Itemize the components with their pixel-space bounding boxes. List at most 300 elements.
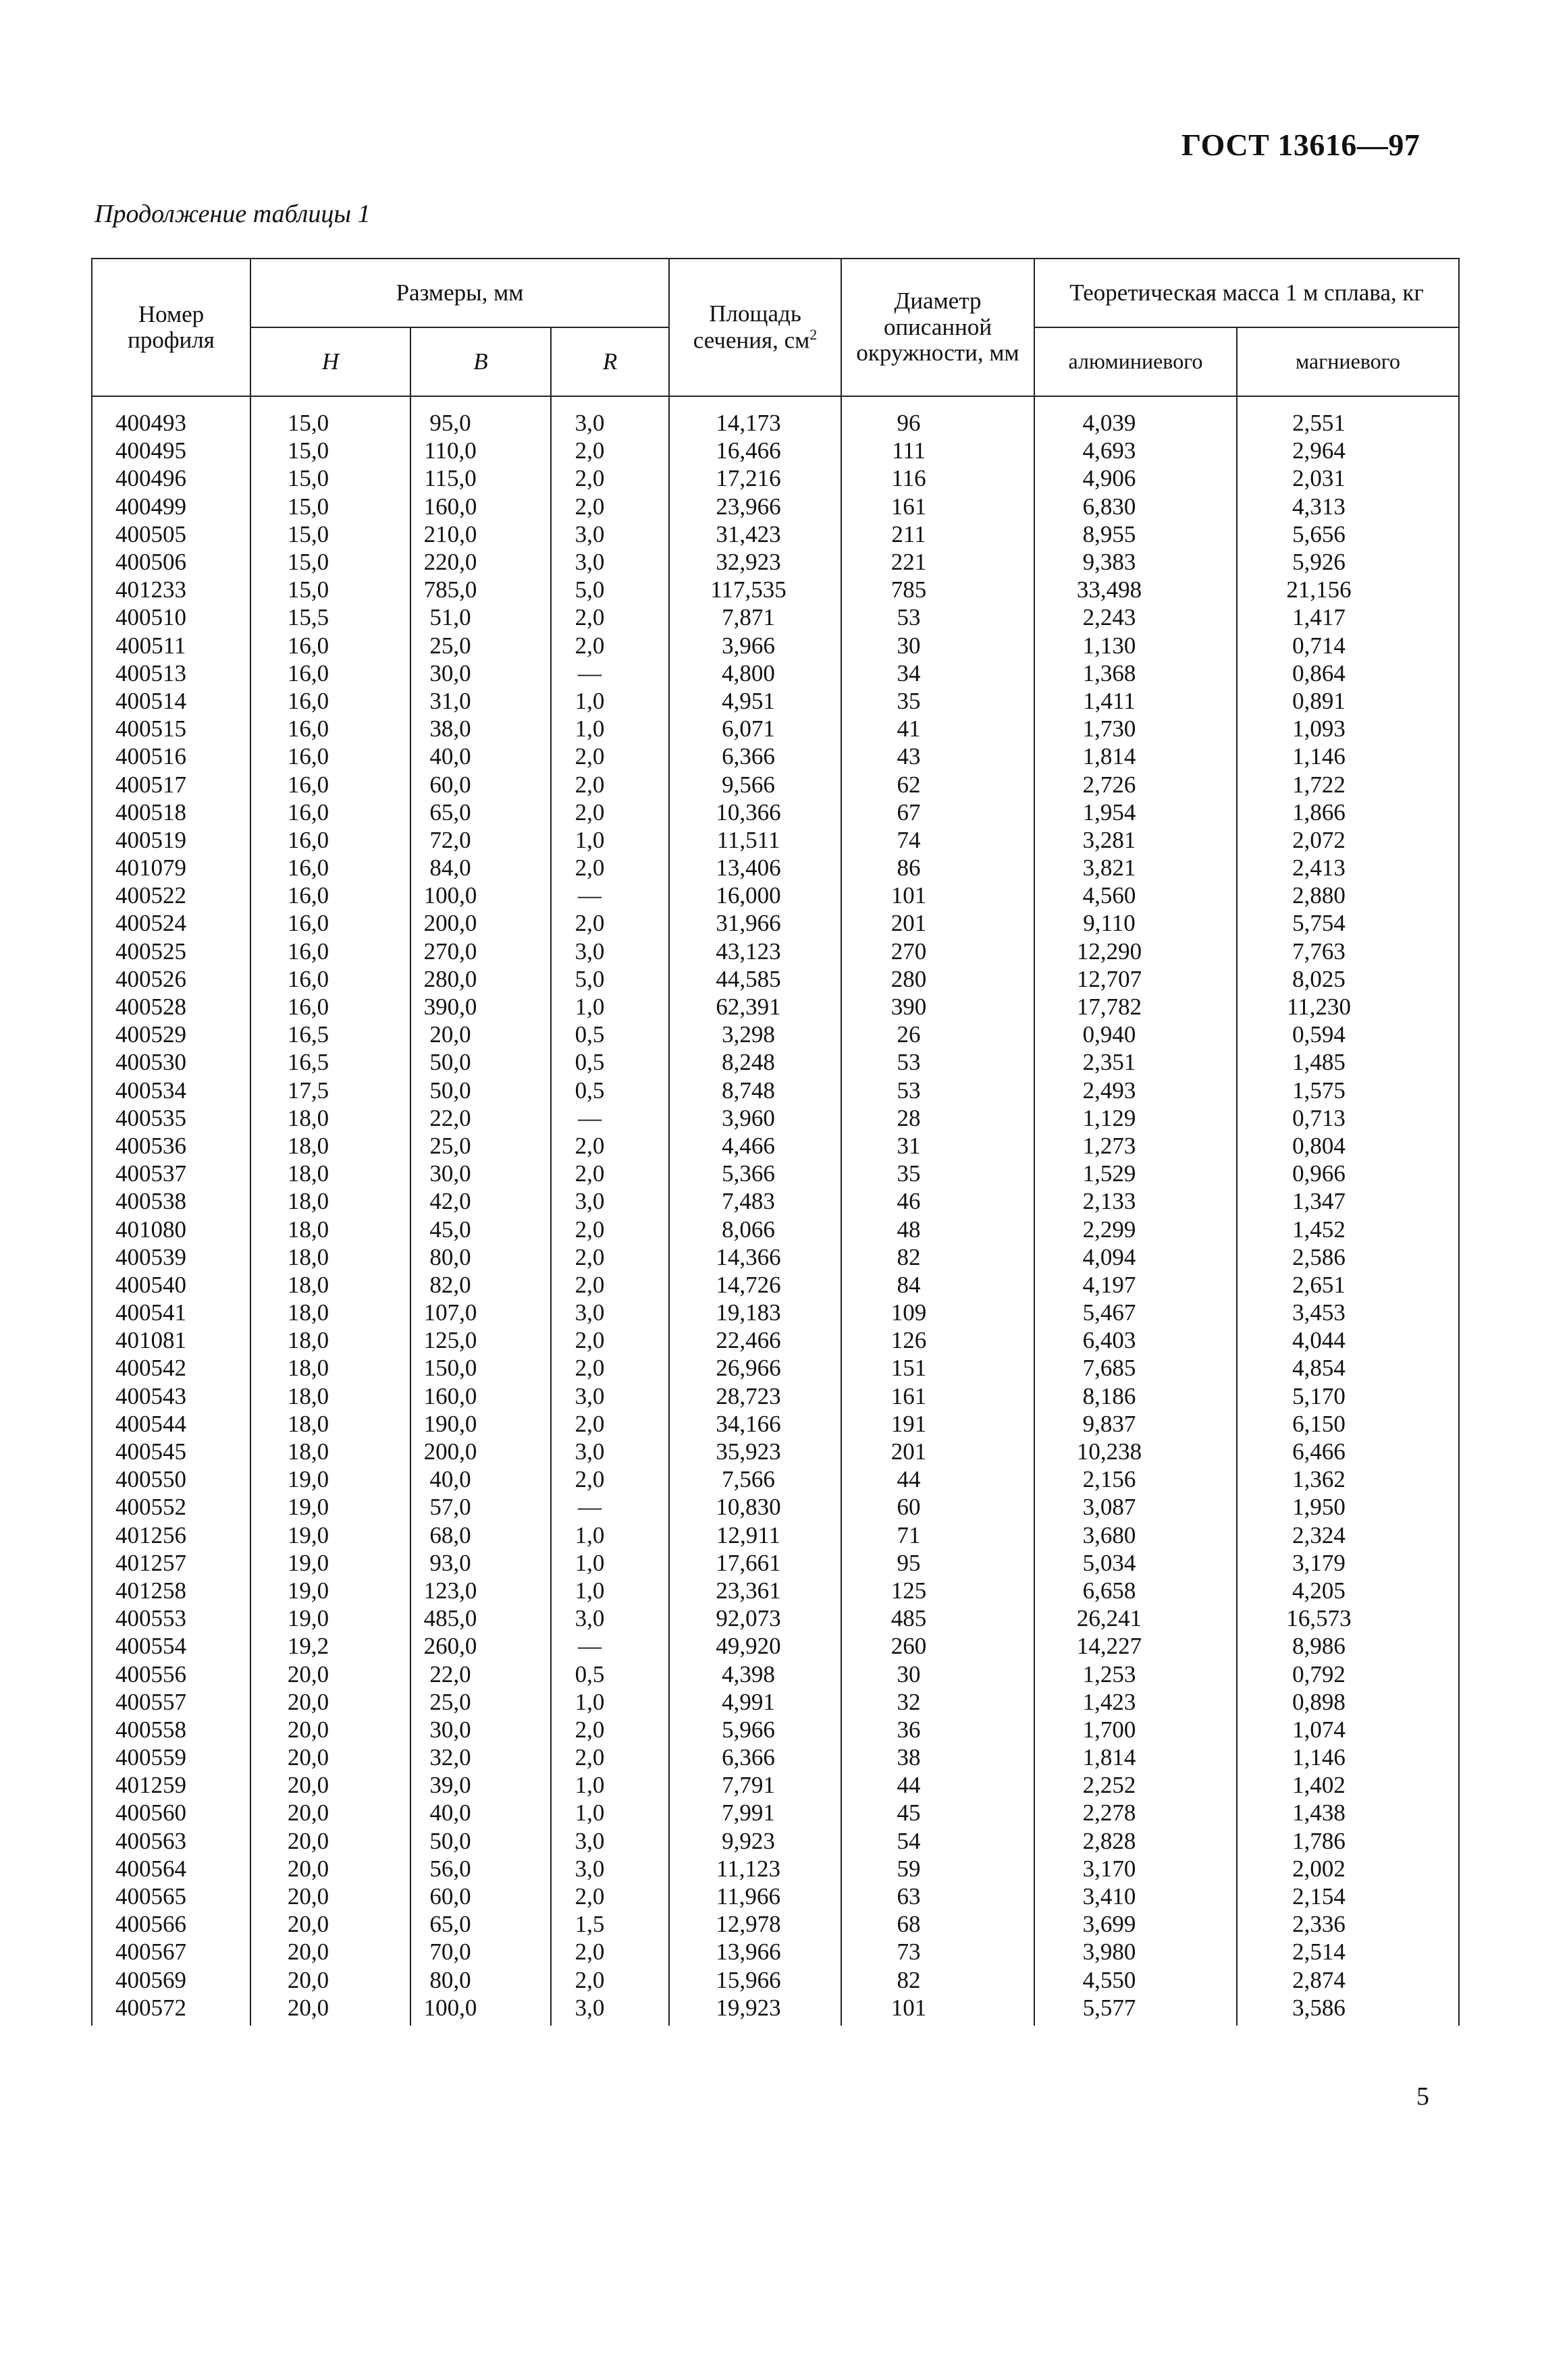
- cell-r: 2,0: [551, 1883, 669, 1910]
- cell-mass-magnesium: 2,651: [1237, 1271, 1459, 1299]
- cell-b: 390,0: [410, 993, 551, 1021]
- cell-diameter: 82: [841, 1243, 1034, 1271]
- cell-r: 3,0: [551, 1855, 669, 1883]
- cell-mass-magnesium: 7,763: [1237, 938, 1459, 965]
- cell-b: 80,0: [410, 1966, 551, 1994]
- cell-mass-aluminum: 1,954: [1034, 799, 1237, 826]
- cell-mass-magnesium: 2,154: [1237, 1883, 1459, 1910]
- cell-mass-magnesium: 8,986: [1237, 1632, 1459, 1660]
- cell-h: 16,0: [250, 799, 410, 826]
- cell-diameter: 390: [841, 993, 1034, 1021]
- cell-diameter: 109: [841, 1299, 1034, 1326]
- cell-diameter: 221: [841, 548, 1034, 576]
- cell-r: 1,0: [551, 993, 669, 1021]
- cell-diameter: 68: [841, 1910, 1034, 1938]
- table-row: [92, 1326, 1459, 1354]
- cell-mass-aluminum: 3,980: [1034, 1938, 1237, 1966]
- cell-profile-number: 400560: [92, 1799, 250, 1827]
- cell-profile-number: 400565: [92, 1883, 250, 1910]
- cell-b: 50,0: [410, 1077, 551, 1104]
- cell-profile-number: 400540: [92, 1271, 250, 1299]
- cell-b: 22,0: [410, 1104, 551, 1132]
- cell-area: 31,423: [669, 520, 841, 548]
- cell-b: 82,0: [410, 1271, 551, 1299]
- table-row: [92, 1549, 1459, 1577]
- cell-mass-aluminum: 1,411: [1034, 687, 1237, 715]
- cell-r: 2,0: [551, 1243, 669, 1271]
- cell-mass-aluminum: 9,110: [1034, 909, 1237, 937]
- cell-h: 20,0: [250, 1827, 410, 1855]
- table-row: [92, 1743, 1459, 1771]
- table-row: [92, 437, 1459, 464]
- cell-diameter: 53: [841, 1077, 1034, 1104]
- cell-b: 60,0: [410, 770, 551, 798]
- cell-mass-magnesium: 2,413: [1237, 854, 1459, 882]
- cell-h: 20,0: [250, 1910, 410, 1938]
- cell-mass-magnesium: 3,453: [1237, 1299, 1459, 1326]
- cell-mass-magnesium: 1,452: [1237, 1215, 1459, 1243]
- table-row: [92, 1243, 1459, 1271]
- cell-diameter: 35: [841, 687, 1034, 715]
- cell-mass-magnesium: 5,656: [1237, 520, 1459, 548]
- table-row: [92, 1855, 1459, 1883]
- cell-diameter: 96: [841, 396, 1034, 437]
- cell-mass-magnesium: 5,926: [1237, 548, 1459, 576]
- cell-profile-number: 400493: [92, 396, 250, 437]
- cell-area: 10,366: [669, 799, 841, 826]
- cell-h: 20,0: [250, 1883, 410, 1910]
- cell-r: 1,0: [551, 1577, 669, 1604]
- table-row: [92, 632, 1459, 659]
- cell-h: 16,0: [250, 659, 410, 687]
- cell-profile-number: 400566: [92, 1910, 250, 1938]
- header-area-text: Площадь сечения, см: [693, 300, 810, 354]
- cell-mass-aluminum: 2,493: [1034, 1077, 1237, 1104]
- cell-b: 160,0: [410, 493, 551, 520]
- cell-mass-aluminum: 2,252: [1034, 1771, 1237, 1799]
- cell-mass-aluminum: 1,814: [1034, 1743, 1237, 1771]
- cell-r: 2,0: [551, 1410, 669, 1438]
- cell-profile-number: 400554: [92, 1632, 250, 1660]
- table-header: [92, 259, 1459, 396]
- cell-diameter: 191: [841, 1410, 1034, 1438]
- table-row: [92, 1493, 1459, 1521]
- cell-area: 62,391: [669, 993, 841, 1021]
- cell-profile-number: 400559: [92, 1743, 250, 1771]
- cell-b: 220,0: [410, 548, 551, 576]
- cell-area: 26,966: [669, 1354, 841, 1382]
- table-row: [92, 1299, 1459, 1326]
- cell-diameter: 71: [841, 1521, 1034, 1549]
- cell-h: 19,0: [250, 1521, 410, 1549]
- cell-diameter: 35: [841, 1160, 1034, 1187]
- cell-mass-magnesium: 2,002: [1237, 1855, 1459, 1883]
- cell-r: —: [551, 659, 669, 687]
- cell-profile-number: 401256: [92, 1521, 250, 1549]
- cell-profile-number: 400553: [92, 1604, 250, 1632]
- cell-h: 16,0: [250, 854, 410, 882]
- cell-r: 3,0: [551, 1604, 669, 1632]
- cell-h: 16,0: [250, 938, 410, 965]
- cell-mass-magnesium: 0,891: [1237, 687, 1459, 715]
- cell-mass-magnesium: 5,754: [1237, 909, 1459, 937]
- cell-area: 23,966: [669, 493, 841, 520]
- table-row: [92, 1187, 1459, 1215]
- cell-mass-aluminum: 4,550: [1034, 1966, 1237, 1994]
- cell-mass-magnesium: 6,466: [1237, 1438, 1459, 1465]
- cell-r: 2,0: [551, 1966, 669, 1994]
- cell-area: 19,183: [669, 1299, 841, 1326]
- cell-diameter: 45: [841, 1799, 1034, 1827]
- cell-b: 51,0: [410, 603, 551, 631]
- cell-h: 15,0: [250, 493, 410, 520]
- cell-r: 2,0: [551, 1716, 669, 1743]
- cell-r: 0,5: [551, 1660, 669, 1687]
- cell-b: 100,0: [410, 882, 551, 909]
- table-row: [92, 715, 1459, 742]
- cell-b: 50,0: [410, 1827, 551, 1855]
- cell-r: 2,0: [551, 603, 669, 631]
- header-r: R: [551, 327, 669, 396]
- cell-mass-magnesium: 3,179: [1237, 1549, 1459, 1577]
- cell-profile-number: 400515: [92, 715, 250, 742]
- table-row: [92, 1077, 1459, 1104]
- cell-mass-magnesium: 1,866: [1237, 799, 1459, 826]
- cell-mass-aluminum: 2,133: [1034, 1187, 1237, 1215]
- table-row: [92, 1382, 1459, 1410]
- cell-mass-magnesium: 0,792: [1237, 1660, 1459, 1687]
- cell-b: 785,0: [410, 576, 551, 603]
- cell-area: 8,248: [669, 1048, 841, 1076]
- cell-profile-number: 400544: [92, 1410, 250, 1438]
- cell-profile-number: 400513: [92, 659, 250, 687]
- cell-mass-aluminum: 0,940: [1034, 1021, 1237, 1048]
- cell-mass-magnesium: 2,072: [1237, 826, 1459, 854]
- table-row: [92, 603, 1459, 631]
- cell-r: 2,0: [551, 770, 669, 798]
- cell-h: 18,0: [250, 1438, 410, 1465]
- cell-h: 19,0: [250, 1577, 410, 1604]
- cell-profile-number: 400556: [92, 1660, 250, 1687]
- cell-area: 28,723: [669, 1382, 841, 1410]
- cell-mass-aluminum: 4,693: [1034, 437, 1237, 464]
- cell-diameter: 86: [841, 854, 1034, 882]
- cell-mass-magnesium: 2,586: [1237, 1243, 1459, 1271]
- table-row: [92, 1688, 1459, 1716]
- cell-b: 40,0: [410, 1799, 551, 1827]
- cell-r: 3,0: [551, 1382, 669, 1410]
- cell-profile-number: 400567: [92, 1938, 250, 1966]
- table-row: [92, 1104, 1459, 1132]
- cell-area: 22,466: [669, 1326, 841, 1354]
- cell-diameter: 31: [841, 1132, 1034, 1160]
- cell-b: 32,0: [410, 1743, 551, 1771]
- cell-area: 8,066: [669, 1215, 841, 1243]
- cell-b: 260,0: [410, 1632, 551, 1660]
- cell-r: 3,0: [551, 1187, 669, 1215]
- cell-mass-aluminum: 9,837: [1034, 1410, 1237, 1438]
- cell-r: 2,0: [551, 909, 669, 937]
- cell-diameter: 125: [841, 1577, 1034, 1604]
- cell-r: —: [551, 1632, 669, 1660]
- cell-diameter: 46: [841, 1187, 1034, 1215]
- cell-b: 485,0: [410, 1604, 551, 1632]
- cell-r: 2,0: [551, 1215, 669, 1243]
- cell-mass-aluminum: 6,830: [1034, 493, 1237, 520]
- cell-area: 8,748: [669, 1077, 841, 1104]
- header-magnesium: магниевого: [1237, 327, 1459, 396]
- cell-r: 2,0: [551, 493, 669, 520]
- cell-mass-magnesium: 1,485: [1237, 1048, 1459, 1076]
- cell-b: 280,0: [410, 965, 551, 993]
- cell-mass-magnesium: 2,031: [1237, 464, 1459, 492]
- cell-area: 7,791: [669, 1771, 841, 1799]
- table-row: [92, 1938, 1459, 1966]
- cell-diameter: 54: [841, 1827, 1034, 1855]
- cell-h: 16,5: [250, 1048, 410, 1076]
- cell-mass-magnesium: 8,025: [1237, 965, 1459, 993]
- cell-diameter: 211: [841, 520, 1034, 548]
- table-row: [92, 1883, 1459, 1910]
- cell-mass-aluminum: 4,560: [1034, 882, 1237, 909]
- cell-h: 20,0: [250, 1771, 410, 1799]
- cell-r: 2,0: [551, 464, 669, 492]
- cell-profile-number: 400563: [92, 1827, 250, 1855]
- cell-h: 16,0: [250, 993, 410, 1021]
- table-row: [92, 1716, 1459, 1743]
- cell-b: 60,0: [410, 1883, 551, 1910]
- cell-mass-magnesium: 21,156: [1237, 576, 1459, 603]
- cell-b: 65,0: [410, 799, 551, 826]
- cell-r: —: [551, 882, 669, 909]
- cell-diameter: 36: [841, 1716, 1034, 1743]
- cell-diameter: 101: [841, 1994, 1034, 2026]
- table-row: [92, 464, 1459, 492]
- header-dimensions: Размеры, мм: [250, 259, 669, 327]
- cell-h: 15,5: [250, 603, 410, 631]
- table-row: [92, 854, 1459, 882]
- cell-profile-number: 400537: [92, 1160, 250, 1187]
- cell-area: 7,991: [669, 1799, 841, 1827]
- cell-mass-aluminum: 7,685: [1034, 1354, 1237, 1382]
- cell-area: 4,991: [669, 1688, 841, 1716]
- cell-area: 14,173: [669, 396, 841, 437]
- cell-b: 25,0: [410, 1132, 551, 1160]
- table-row: [92, 1354, 1459, 1382]
- cell-profile-number: 400528: [92, 993, 250, 1021]
- cell-profile-number: 400526: [92, 965, 250, 993]
- cell-mass-aluminum: 1,730: [1034, 715, 1237, 742]
- header-profile-number: Номер профиля: [92, 259, 250, 396]
- cell-b: 57,0: [410, 1493, 551, 1521]
- cell-mass-magnesium: 2,880: [1237, 882, 1459, 909]
- table-row: [92, 1604, 1459, 1632]
- cell-profile-number: 400569: [92, 1966, 250, 1994]
- table-row: [92, 1438, 1459, 1465]
- cell-mass-magnesium: 1,438: [1237, 1799, 1459, 1827]
- cell-mass-magnesium: 2,964: [1237, 437, 1459, 464]
- cell-diameter: 201: [841, 1438, 1034, 1465]
- cell-profile-number: 400511: [92, 632, 250, 659]
- table-caption: Продолжение таблицы 1: [95, 200, 371, 228]
- cell-profile-number: 400529: [92, 1021, 250, 1048]
- cell-area: 17,661: [669, 1549, 841, 1577]
- cell-r: 2,0: [551, 1938, 669, 1966]
- header-area: [669, 259, 841, 396]
- cell-area: 12,978: [669, 1910, 841, 1938]
- cell-area: 9,566: [669, 770, 841, 798]
- cell-b: 25,0: [410, 1688, 551, 1716]
- table-row: [92, 1048, 1459, 1076]
- cell-area: 44,585: [669, 965, 841, 993]
- cell-h: 16,0: [250, 826, 410, 854]
- cell-mass-aluminum: 2,156: [1034, 1465, 1237, 1493]
- cell-h: 16,0: [250, 770, 410, 798]
- cell-mass-aluminum: 1,529: [1034, 1160, 1237, 1187]
- cell-b: 40,0: [410, 1465, 551, 1493]
- cell-diameter: 60: [841, 1493, 1034, 1521]
- cell-b: 125,0: [410, 1326, 551, 1354]
- header-h: H: [250, 327, 410, 396]
- cell-r: 3,0: [551, 520, 669, 548]
- cell-b: 30,0: [410, 1160, 551, 1187]
- cell-diameter: 32: [841, 1688, 1034, 1716]
- cell-h: 18,0: [250, 1160, 410, 1187]
- cell-b: 100,0: [410, 1994, 551, 2026]
- cell-r: 3,0: [551, 396, 669, 437]
- cell-b: 115,0: [410, 464, 551, 492]
- cell-mass-magnesium: 16,573: [1237, 1604, 1459, 1632]
- cell-diameter: 95: [841, 1549, 1034, 1577]
- table-row: [92, 493, 1459, 520]
- cell-diameter: 53: [841, 1048, 1034, 1076]
- cell-mass-aluminum: 3,410: [1034, 1883, 1237, 1910]
- cell-diameter: 26: [841, 1021, 1034, 1048]
- table-row: [92, 1966, 1459, 1994]
- cell-area: 19,923: [669, 1994, 841, 2026]
- cell-b: 72,0: [410, 826, 551, 854]
- cell-h: 15,0: [250, 464, 410, 492]
- cell-mass-magnesium: 1,362: [1237, 1465, 1459, 1493]
- table-row: [92, 1021, 1459, 1048]
- cell-h: 18,0: [250, 1215, 410, 1243]
- cell-area: 17,216: [669, 464, 841, 492]
- cell-b: 160,0: [410, 1382, 551, 1410]
- cell-area: 92,073: [669, 1604, 841, 1632]
- cell-diameter: 38: [841, 1743, 1034, 1771]
- cell-diameter: 44: [841, 1771, 1034, 1799]
- cell-profile-number: 400543: [92, 1382, 250, 1410]
- cell-h: 19,0: [250, 1493, 410, 1521]
- cell-mass-aluminum: 2,726: [1034, 770, 1237, 798]
- cell-mass-aluminum: 14,227: [1034, 1632, 1237, 1660]
- cell-profile-number: 400572: [92, 1994, 250, 2026]
- table-row: [92, 770, 1459, 798]
- table-body: [92, 396, 1459, 2026]
- table-row: [92, 1827, 1459, 1855]
- table-row: [92, 1910, 1459, 1938]
- cell-mass-aluminum: 8,186: [1034, 1382, 1237, 1410]
- cell-area: 6,366: [669, 742, 841, 770]
- cell-b: 38,0: [410, 715, 551, 742]
- cell-mass-aluminum: 1,253: [1034, 1660, 1237, 1687]
- cell-area: 117,535: [669, 576, 841, 603]
- cell-mass-magnesium: 2,324: [1237, 1521, 1459, 1549]
- cell-b: 31,0: [410, 687, 551, 715]
- cell-r: 3,0: [551, 548, 669, 576]
- cell-h: 18,0: [250, 1326, 410, 1354]
- cell-mass-magnesium: 6,150: [1237, 1410, 1459, 1438]
- header-b: B: [410, 327, 551, 396]
- cell-mass-magnesium: 1,402: [1237, 1771, 1459, 1799]
- cell-diameter: 82: [841, 1966, 1034, 1994]
- cell-diameter: 41: [841, 715, 1034, 742]
- cell-profile-number: 400524: [92, 909, 250, 937]
- cell-area: 12,911: [669, 1521, 841, 1549]
- cell-diameter: 48: [841, 1215, 1034, 1243]
- cell-mass-magnesium: 0,966: [1237, 1160, 1459, 1187]
- cell-profile-number: 401079: [92, 854, 250, 882]
- cell-b: 84,0: [410, 854, 551, 882]
- cell-profile-number: 400530: [92, 1048, 250, 1076]
- cell-diameter: 126: [841, 1326, 1034, 1354]
- cell-b: 70,0: [410, 1938, 551, 1966]
- table-row: [92, 1271, 1459, 1299]
- cell-profile-number: 400558: [92, 1716, 250, 1743]
- cell-mass-aluminum: 3,680: [1034, 1521, 1237, 1549]
- table-row: [92, 826, 1459, 854]
- cell-b: 30,0: [410, 659, 551, 687]
- cell-mass-magnesium: 5,170: [1237, 1382, 1459, 1410]
- cell-h: 20,0: [250, 1966, 410, 1994]
- cell-area: 13,406: [669, 854, 841, 882]
- cell-r: 2,0: [551, 1160, 669, 1187]
- cell-r: 3,0: [551, 938, 669, 965]
- cell-h: 17,5: [250, 1077, 410, 1104]
- cell-diameter: 270: [841, 938, 1034, 965]
- cell-mass-magnesium: 1,575: [1237, 1077, 1459, 1104]
- cell-diameter: 74: [841, 826, 1034, 854]
- cell-r: 3,0: [551, 1299, 669, 1326]
- cell-b: 150,0: [410, 1354, 551, 1382]
- cell-b: 200,0: [410, 1438, 551, 1465]
- cell-h: 20,0: [250, 1799, 410, 1827]
- cell-b: 42,0: [410, 1187, 551, 1215]
- cell-diameter: 785: [841, 576, 1034, 603]
- cell-b: 45,0: [410, 1215, 551, 1243]
- cell-area: 5,366: [669, 1160, 841, 1187]
- cell-h: 20,0: [250, 1660, 410, 1687]
- table-row: [92, 1994, 1459, 2026]
- cell-area: 13,966: [669, 1938, 841, 1966]
- cell-b: 65,0: [410, 1910, 551, 1938]
- cell-h: 20,0: [250, 1938, 410, 1966]
- cell-h: 16,0: [250, 715, 410, 742]
- cell-mass-magnesium: 1,146: [1237, 1743, 1459, 1771]
- cell-mass-aluminum: 1,129: [1034, 1104, 1237, 1132]
- cell-mass-magnesium: 2,336: [1237, 1910, 1459, 1938]
- cell-mass-aluminum: 2,351: [1034, 1048, 1237, 1076]
- table-row: [92, 1771, 1459, 1799]
- cell-profile-number: 400522: [92, 882, 250, 909]
- cell-diameter: 30: [841, 1660, 1034, 1687]
- table-row: [92, 1160, 1459, 1187]
- cell-diameter: 62: [841, 770, 1034, 798]
- table-row: [92, 1521, 1459, 1549]
- cell-b: 30,0: [410, 1716, 551, 1743]
- cell-mass-magnesium: 0,713: [1237, 1104, 1459, 1132]
- table-row: [92, 799, 1459, 826]
